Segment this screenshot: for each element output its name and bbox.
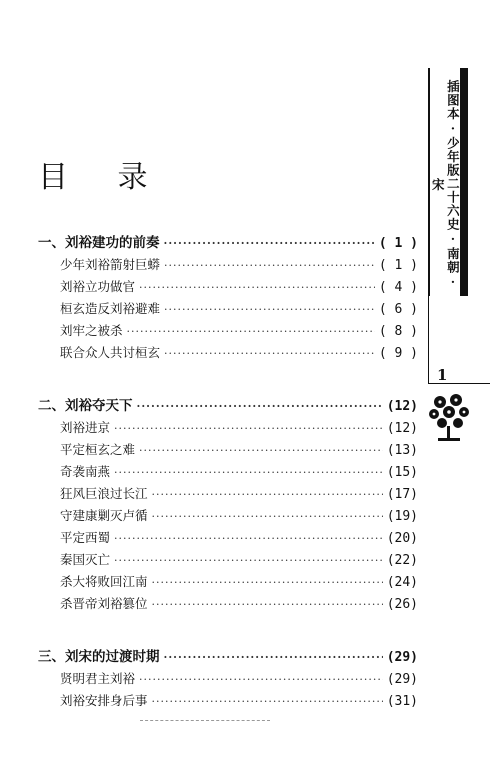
entry-title: 贤明君主刘裕 bbox=[60, 671, 136, 686]
entry-title: 平定西蜀 bbox=[60, 530, 111, 545]
toc-chapter[interactable] bbox=[38, 231, 418, 255]
entry-title: 刘牢之被杀 bbox=[60, 323, 123, 338]
toc-entry[interactable] bbox=[38, 550, 418, 572]
chapter-title: 三、刘宋的过渡时期 bbox=[38, 649, 160, 665]
toc-section bbox=[38, 394, 418, 616]
entry-page: ( 8 ) bbox=[378, 324, 418, 339]
leader-dots bbox=[152, 510, 383, 523]
series-title: 插图本·少年版二十六史·南朝·宋 bbox=[430, 80, 461, 290]
side-divider-vertical bbox=[428, 296, 429, 384]
toc-section bbox=[38, 231, 418, 365]
leader-dots bbox=[164, 303, 375, 316]
toc-entry[interactable] bbox=[38, 669, 418, 691]
leader-dots bbox=[152, 488, 383, 501]
leader-dots bbox=[139, 673, 383, 686]
entry-title: 联合众人共讨桓玄 bbox=[60, 345, 161, 360]
toc-entry[interactable] bbox=[38, 528, 418, 550]
side-divider-horizontal bbox=[428, 383, 490, 384]
entry-page: (13) bbox=[386, 443, 418, 458]
chapter-title: 一、刘裕建功的前奏 bbox=[38, 235, 160, 251]
leader-dots bbox=[164, 651, 383, 664]
leader-dots bbox=[139, 281, 375, 294]
toc-entry[interactable] bbox=[38, 691, 418, 713]
entry-page: (31) bbox=[386, 694, 418, 709]
leader-dots bbox=[114, 532, 383, 545]
toc-entry[interactable] bbox=[38, 572, 418, 594]
leader-dots bbox=[152, 576, 383, 589]
entry-title: 奇袭南燕 bbox=[60, 464, 111, 479]
leader-dots bbox=[164, 259, 375, 272]
toc-entry[interactable] bbox=[38, 255, 418, 277]
entry-page: (26) bbox=[386, 597, 418, 612]
toc-entry[interactable] bbox=[38, 299, 418, 321]
entry-title: 少年刘裕箭射巨蟒 bbox=[60, 257, 161, 272]
toc-section bbox=[38, 645, 418, 713]
entry-page: (20) bbox=[386, 531, 418, 546]
banner-bar bbox=[460, 68, 466, 296]
entry-page: (29) bbox=[386, 672, 418, 687]
entry-page: ( 4 ) bbox=[378, 280, 418, 295]
entry-page: ( 6 ) bbox=[378, 302, 418, 317]
leader-dots bbox=[127, 325, 375, 338]
leader-dots bbox=[137, 400, 383, 413]
entry-page: (15) bbox=[386, 465, 418, 480]
toc-entry[interactable] bbox=[38, 418, 418, 440]
entry-page: ( 1 ) bbox=[378, 258, 418, 273]
entry-title: 刘裕进京 bbox=[60, 420, 111, 435]
entry-page: ( 9 ) bbox=[378, 346, 418, 361]
leader-dots bbox=[114, 554, 383, 567]
entry-title: 狂风巨浪过长江 bbox=[60, 486, 148, 501]
toc-entry[interactable] bbox=[38, 506, 418, 528]
flower-ornament-icon bbox=[426, 392, 472, 444]
toc-entry[interactable] bbox=[38, 321, 418, 343]
chapter-title: 二、刘裕夺天下 bbox=[38, 398, 133, 414]
entry-title: 刘裕安排身后事 bbox=[60, 693, 148, 708]
toc-entry[interactable] bbox=[38, 277, 418, 299]
toc-entry[interactable] bbox=[38, 594, 418, 616]
scan-artifact-line bbox=[140, 720, 270, 721]
page-number: 1 bbox=[437, 366, 448, 384]
toc-entry[interactable] bbox=[38, 440, 418, 462]
entry-title: 刘裕立功做官 bbox=[60, 279, 136, 294]
entry-page: (17) bbox=[386, 487, 418, 502]
toc-chapter[interactable] bbox=[38, 394, 418, 418]
chapter-page: (12) bbox=[386, 399, 418, 414]
page-title: 目 录 bbox=[38, 160, 168, 195]
entry-title: 平定桓玄之难 bbox=[60, 442, 136, 457]
leader-dots bbox=[139, 444, 383, 457]
leader-dots bbox=[152, 695, 383, 708]
toc-chapter[interactable] bbox=[38, 645, 418, 669]
chapter-page: ( 1 ) bbox=[378, 236, 418, 251]
leader-dots bbox=[114, 422, 383, 435]
entry-page: (12) bbox=[386, 421, 418, 436]
leader-dots bbox=[152, 598, 383, 611]
entry-title: 秦国灭亡 bbox=[60, 552, 111, 567]
entry-page: (19) bbox=[386, 509, 418, 524]
series-banner bbox=[428, 68, 468, 296]
leader-dots bbox=[164, 347, 375, 360]
entry-title: 杀大将败回江南 bbox=[60, 574, 148, 589]
table-of-contents bbox=[38, 231, 418, 742]
toc-entry[interactable] bbox=[38, 484, 418, 506]
entry-page: (24) bbox=[386, 575, 418, 590]
entry-page: (22) bbox=[386, 553, 418, 568]
toc-entry[interactable] bbox=[38, 343, 418, 365]
entry-title: 守建康剿灭卢循 bbox=[60, 508, 148, 523]
chapter-page: (29) bbox=[386, 650, 418, 665]
leader-dots bbox=[114, 466, 383, 479]
entry-title: 杀晋帝刘裕篡位 bbox=[60, 596, 148, 611]
toc-entry[interactable] bbox=[38, 462, 418, 484]
entry-title: 桓玄造反刘裕避难 bbox=[60, 301, 161, 316]
leader-dots bbox=[164, 237, 375, 250]
